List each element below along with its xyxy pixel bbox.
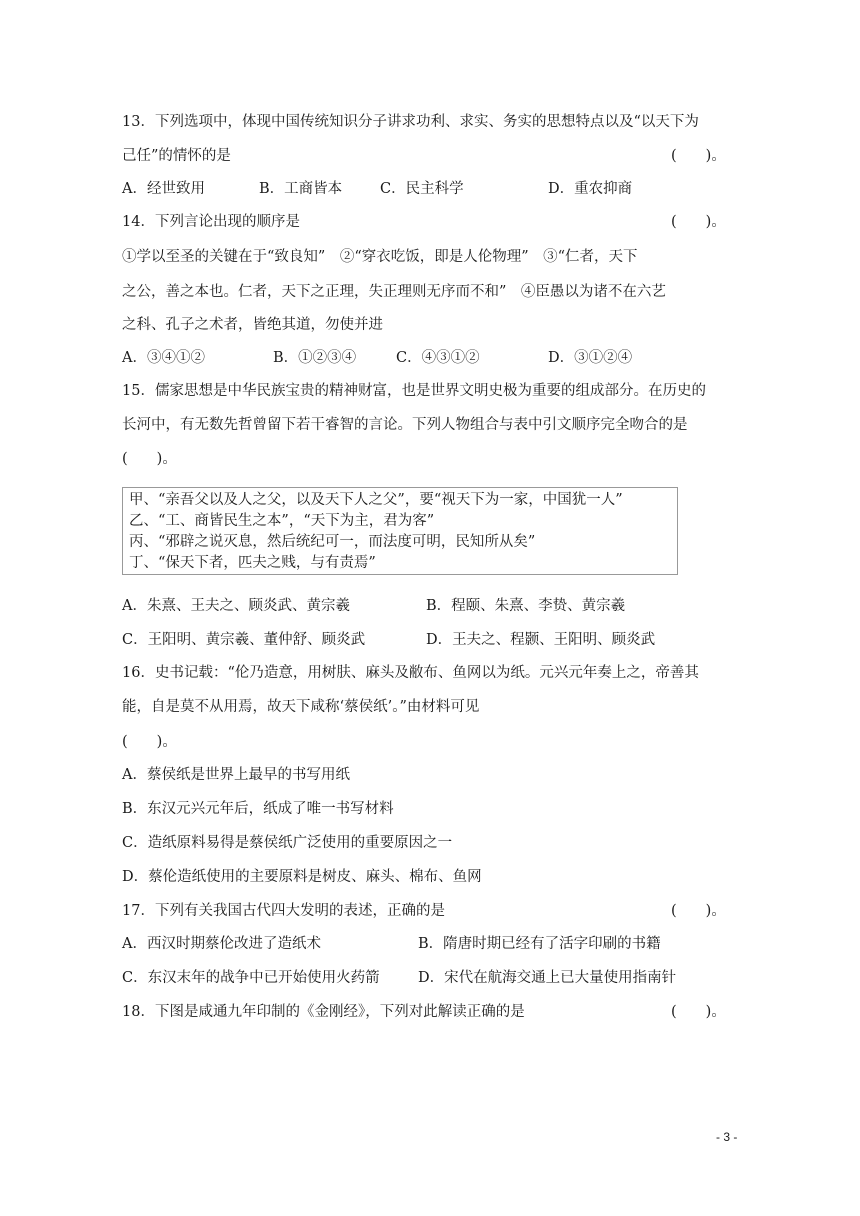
- q14-stem-line3: 之公，善之本也。仁者，天下之正理，失正理则无序而不和” ④臣愚以为诸不在六艺: [122, 284, 666, 300]
- q15-option-a: A．朱熹、王夫之、顾炎武、黄宗羲: [122, 598, 350, 614]
- q16-stem-line2: 能，自是莫不从用焉，故天下咸称‘蔡侯纸’。”由材料可见: [122, 699, 480, 715]
- q16-option-a: A．蔡侯纸是世界上最早的书写用纸: [122, 767, 350, 783]
- q14-stem-line2: ①学以至圣的关键在于“致良知” ②“穿衣吃饭，即是人伦物理” ③“仁者，天下: [122, 249, 638, 265]
- q17-answer-blank: ( )。: [671, 903, 726, 919]
- q16-stem-line1: 16．史书记载：“伦乃造意，用树肤、麻头及敝布、鱼网以为纸。元兴元年奏上之，帝善其: [122, 665, 699, 681]
- q15-quote-ding: 丁、“保天下者，匹夫之贱，与有责焉”: [129, 555, 376, 571]
- q15-quote-yi: 乙、“工、商皆民生之本”，“天下为主，君为客”: [129, 513, 435, 529]
- q14-option-c: C．④③①②: [396, 350, 480, 366]
- q15-quote-jia: 甲、“亲吾父以及人之父，以及天下人之父”，要“视天下为一家，中国犹一人”: [129, 492, 623, 508]
- page-number: - 3 -: [716, 1130, 738, 1144]
- q13-option-c: C．民主科学: [380, 181, 464, 197]
- q17-option-c: C．东汉末年的战争中已开始使用火药箭: [122, 970, 380, 986]
- q15-quote-bing: 丙、“邪辟之说灭息，然后统纪可一，而法度可明，民知所从矣”: [129, 534, 536, 550]
- q16-option-d: D．蔡伦造纸使用的主要原料是树皮、麻头、棉布、鱼网: [122, 869, 482, 885]
- q13-stem-line2: 己任”的情怀的是: [122, 148, 231, 164]
- q15-stem-line1: 15．儒家思想是中华民族宝贵的精神财富，也是世界文明史极为重要的组成部分。在历史的: [122, 383, 706, 399]
- q18-answer-blank: ( )。: [671, 1004, 726, 1020]
- q14-option-b: B．①②③④: [273, 350, 357, 366]
- q15-stem-line2: 长河中，有无数先哲曾留下若干睿智的言论。下列人物组合与表中引文顺序完全吻合的是: [122, 417, 688, 433]
- q13-option-a: A．经世致用: [122, 181, 205, 197]
- q15-option-c: C．王阳明、黄宗羲、董仲舒、顾炎武: [122, 632, 366, 648]
- q17-stem: 17．下列有关我国古代四大发明的表述，正确的是: [122, 903, 445, 919]
- q16-answer-blank: ( )。: [122, 734, 177, 750]
- q13-stem-line1: 13．下列选项中，体现中国传统知识分子讲求功利、求实、务实的思想特点以及“以天下为: [122, 114, 699, 130]
- q14-option-a: A．③④①②: [122, 350, 205, 366]
- q14-option-d: D．③①②④: [548, 350, 633, 366]
- q13-option-d: D．重农抑商: [548, 181, 633, 197]
- q15-option-d: D．王夫之、程颢、王阳明、顾炎武: [426, 632, 656, 648]
- q13-option-b: B．工商皆本: [259, 181, 343, 197]
- q14-answer-blank: ( )。: [671, 214, 726, 230]
- q17-option-a: A．西汉时期蔡伦改进了造纸术: [122, 936, 321, 952]
- q14-stem-line1: 14．下列言论出现的顺序是: [122, 214, 300, 230]
- q17-option-d: D．宋代在航海交通上已大量使用指南针: [418, 970, 677, 986]
- q18-stem: 18．下图是咸通九年印制的《金刚经》，下列对此解读正确的是: [122, 1004, 525, 1020]
- q16-option-c: C．造纸原料易得是蔡侯纸广泛使用的重要原因之一: [122, 835, 453, 851]
- q15-option-b: B．程颐、朱熹、李贽、黄宗羲: [426, 598, 626, 614]
- q16-option-b: B．东汉元兴元年后，纸成了唯一书写材料: [122, 801, 394, 817]
- q14-stem-line4: 之科、孔子之术者，皆绝其道，勿使并进: [122, 317, 383, 333]
- q13-answer-blank: ( )。: [671, 148, 726, 164]
- q15-quote-table: [122, 487, 678, 575]
- q15-answer-blank: ( )。: [122, 451, 177, 467]
- q17-option-b: B．隋唐时期已经有了活字印刷的书籍: [418, 936, 661, 952]
